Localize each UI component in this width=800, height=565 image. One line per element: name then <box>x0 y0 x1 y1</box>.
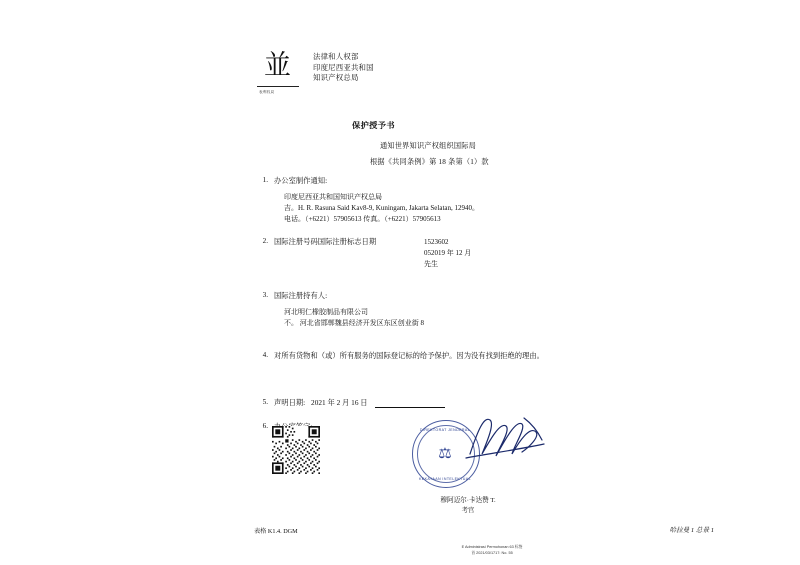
office-address-line-2: 吉。H. R. Rasuna Said Kav8-9, Kuningam, Jakarta Selatan, 12940。 <box>284 204 479 212</box>
section-protection-statement <box>254 351 714 367</box>
section-heading-3: 国际注册持有人: <box>274 291 328 300</box>
footer-stamp <box>392 544 592 556</box>
seal-text-bottom: KEKAYAAN INTELEKTUAL <box>418 477 471 481</box>
qr-code-icon <box>272 426 320 474</box>
org-line-1: 法律和人权部 <box>313 52 359 61</box>
section-number-5: 5. <box>262 398 268 406</box>
section-heading-4: 对所有货物和（或）所有服务的国际登记标的给予保护。因为没有找到拒绝的理由。 <box>274 351 544 360</box>
section-holder <box>254 291 714 329</box>
section-heading-5: 声明日期: <box>274 398 306 407</box>
signature-icon <box>464 410 554 466</box>
section-office-notice <box>254 176 714 225</box>
qr-code <box>272 426 320 474</box>
holder-name: 河北明仁橡胶制品有限公司 <box>284 308 368 316</box>
crest-caption: 表利权局 <box>259 90 275 94</box>
seal-emblem-icon: ⚖ <box>438 444 452 462</box>
section-number-2: 2. <box>262 237 268 245</box>
registration-date-value: 052019 年 12 月 <box>424 249 472 257</box>
holder-address: 不。 河北省邯郸魏县经济开发区东区创业街 8 <box>284 319 424 327</box>
declaration-date-value: 2021 年 2 月 16 日 <box>311 398 368 407</box>
declaration-date-underline <box>375 399 445 408</box>
section-registration-number <box>254 237 714 270</box>
section-number-1: 1. <box>262 176 268 184</box>
seal-text-top: DIREKTORAT JENDERAL <box>419 428 471 432</box>
footer-page-number: 哈拉曼 1 总景 1 <box>669 527 714 534</box>
handwritten-signature <box>464 410 554 466</box>
document-header <box>257 50 374 104</box>
crest-rule <box>257 86 299 87</box>
document-subtitle-1: 通知世界知识产权组织国际局 <box>380 142 477 150</box>
section-heading-2: 国际注册号码国际注册标志日期 <box>274 237 377 246</box>
office-contact-line: 电话。（+6221）57905613 传真。（+6221）57905613 <box>284 215 441 223</box>
office-address-line-1: 印度尼西亚共和国知识产权总局 <box>284 193 382 201</box>
section-number-6: 6. <box>262 422 268 430</box>
registration-number-value: 1523602 <box>424 238 449 246</box>
section-number-4: 4. <box>262 351 268 359</box>
footer-form-code: 表格 K1.4. DGM <box>254 528 298 535</box>
signatory-role: 考官 <box>461 507 475 514</box>
document-subtitle-2: 根据《共同条例》第 18 条第（1）款 <box>370 158 489 166</box>
certificate-sheet <box>232 28 732 555</box>
organization-name <box>313 50 374 84</box>
ministry-crest-icon <box>257 50 303 104</box>
footer-stamp-line-1: E Administrasi Permohonan 63 标签 <box>461 545 523 549</box>
footer-stamp-line-2: 首 2021/03/1717: No. 55 <box>471 551 513 555</box>
registration-extra-value: 先生 <box>424 260 438 268</box>
title-block <box>352 120 692 167</box>
signatory-name: 穆阿迈尔·卡达赞 T. <box>440 497 496 504</box>
org-line-3: 知识产权总局 <box>313 73 359 82</box>
section-heading-1: 办公室制作通知: <box>274 176 328 185</box>
org-line-2: 印度尼西亚共和国 <box>313 62 374 72</box>
crest-glyph: 並 <box>264 50 291 81</box>
document-title: 保护授予书 <box>352 121 395 130</box>
section-number-3: 3. <box>262 291 268 299</box>
